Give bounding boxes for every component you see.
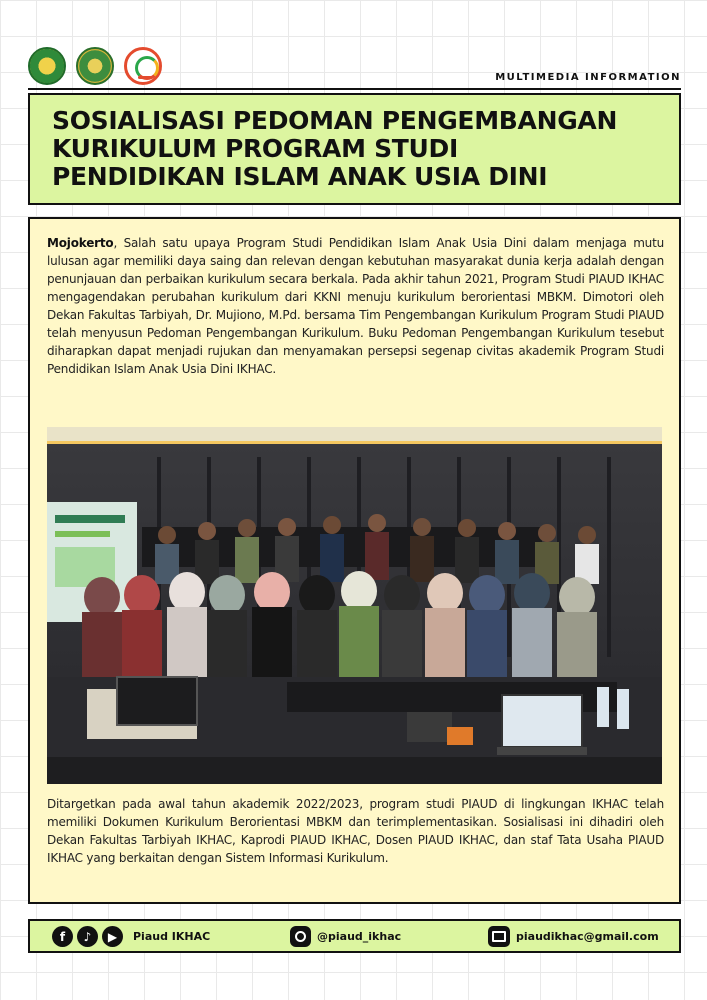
facebook-icon[interactable]: f [52,926,73,947]
title-line-3: PENDIDIKAN ISLAM ANAK USIA DINI [52,162,548,191]
program-logo [124,47,162,85]
social-account-name: Piaud IKHAC [133,930,211,943]
article-box [28,217,681,904]
instagram-handle[interactable]: @piaud_ikhac [317,930,402,943]
email-group [488,926,659,947]
article-paragraph-2: Ditargetkan pada awal tahun akademik 2022/2023, program studi PIAUD di lingkungan IKHAC telah memiliki Dokumen Kurikulum Berorientasi MBKM dan terimplementasikan. Sosialisasi ini dihadiri oleh Dekan Fakultas Tarbiyah IKHAC, Kaprodi PIAUD IKHAC, Dosen PIAUD IKHAC, dan staf Tata Usaha PIAUD IKHAC yang berkaitan dengan Sistem Informasi Kurikulum. [47,797,664,865]
contact-footer [28,919,681,953]
tiktok-icon[interactable]: ♪ [77,926,98,947]
header-divider [28,88,681,90]
institute-logo [28,47,66,85]
instagram-icon[interactable] [290,926,311,947]
social-group [52,926,210,947]
title-line-2: KURIKULUM PROGRAM STUDI [52,134,458,163]
paragraph-1-text: , Salah satu upaya Program Studi Pendidikan Islam Anak Usia Dini dalam menjaga mutu lulusan agar memiliki daya saing dan relevan dengan kebutuhan masyarakat dunia kerja adalah dengan penunjauan dan perbaikan kurikulum secara berkala. Pada akhir tahun 2021, Program Studi PIAUD IKHAC mengagendakan perubahan kurikulum dari KKNI menuju kurikulum berorientasi MBKM. Dimotori oleh Dekan Fakultas Tarbiyah, Dr. Mujiono, M.Pd. bersama Tim Pengembangan Kurikulum Program Studi PIAUD telah menyusun Pedoman Pengembangan Kurikulum. Buku Pedoman Pengembangan Kurikulum tesebut diharapkan dapat menjadi rujukan dan menyamakan persepsi segenap civitas akademik Program Studi Pendidikan Islam Anak Usia Dini IKHAC. [47,236,664,376]
mail-icon[interactable] [488,926,510,947]
group-photo [47,427,662,784]
article-paragraph-1 [47,234,664,378]
group-photo-illustration [47,427,662,784]
title-line-1: SOSIALISASI PEDOMAN PENGEMBANGAN [52,106,618,135]
youtube-icon[interactable]: ▶ [102,926,123,947]
section-label: MULTIMEDIA INFORMATION [495,72,681,83]
dateline-city: Mojokerto [47,236,114,250]
title-box [28,93,681,205]
instagram-group [290,926,401,947]
email-address[interactable]: piaudikhac@gmail.com [516,930,659,943]
faculty-logo [76,47,114,85]
logo-row [28,46,162,86]
